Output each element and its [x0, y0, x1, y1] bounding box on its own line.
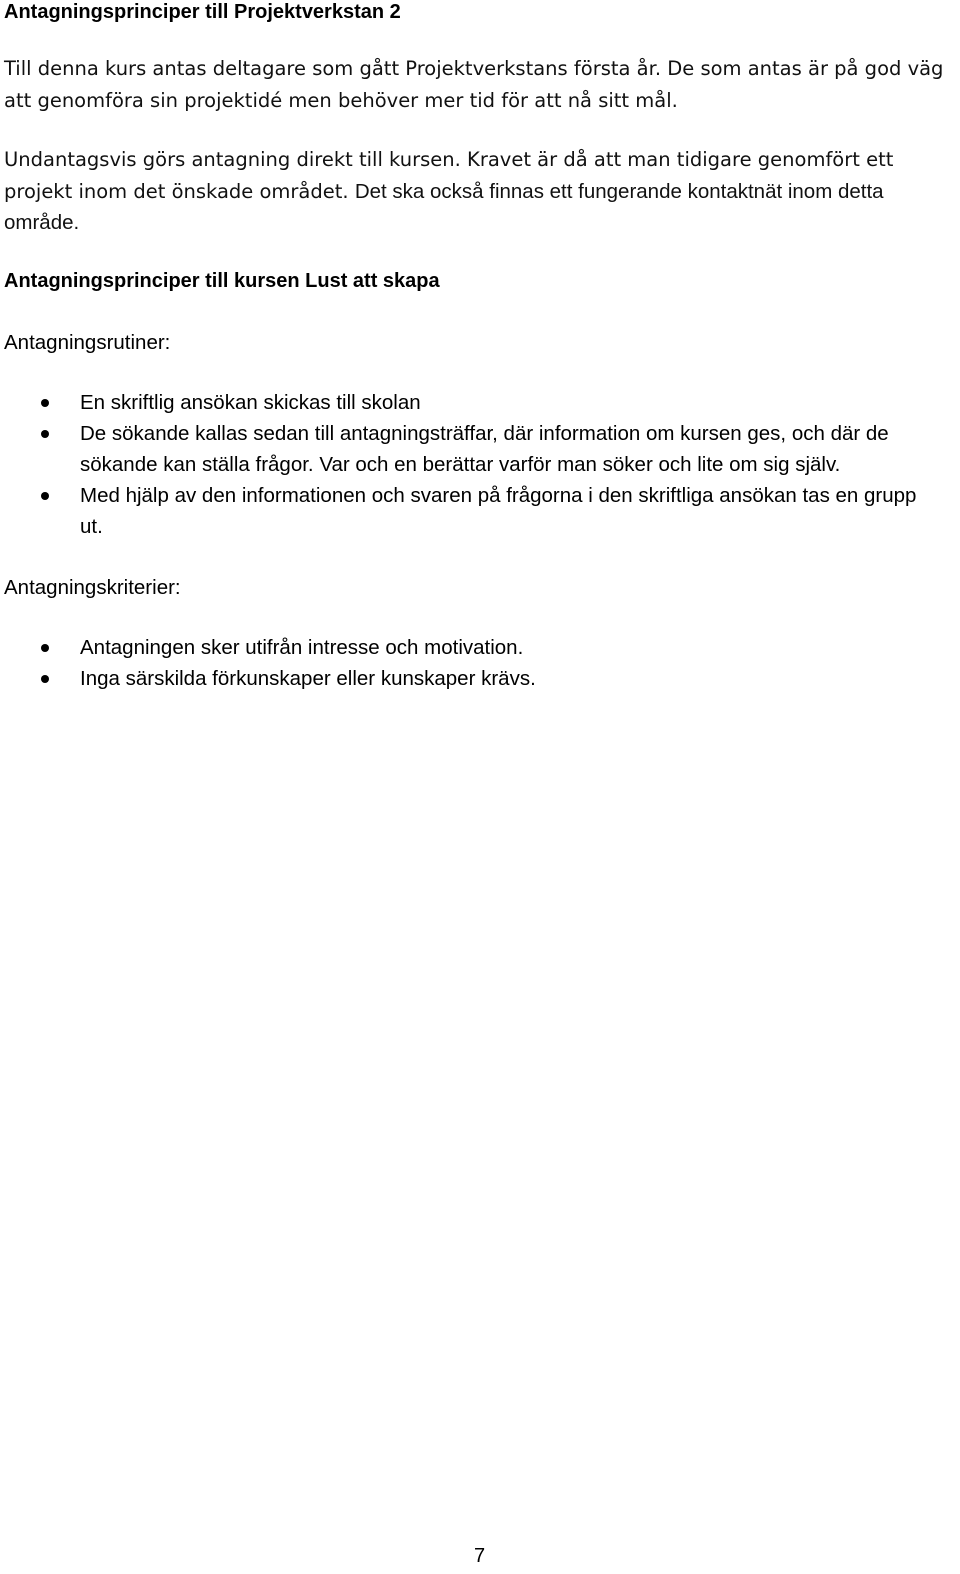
list-item: Med hjälp av den informationen och svaren på frågorna i den skriftliga ansökan tas en grupp ut. — [4, 480, 954, 542]
bullet-icon — [41, 399, 49, 407]
paragraph-exceptions-part2: Det ska också finnas ett fungerande kontaktnät inom detta område. — [4, 179, 884, 234]
bullet-icon — [41, 644, 49, 652]
bullet-icon — [41, 492, 49, 500]
routines-label: Antagningsrutiner: — [4, 330, 171, 354]
criteria-list — [4, 632, 954, 694]
document-page — [4, 0, 954, 694]
criteria-label: Antagningskriterier: — [4, 575, 181, 599]
paragraph-intro: Till denna kurs antas deltagare som gått Projektverkstans första år. De som antas är på god väg att genomföra sin projektidé men behöver mer tid för att nå sitt mål. — [4, 57, 944, 112]
list-item: De sökande kallas sedan till antagningsträffar, där information om kursen ges, och där de sökande kan ställa frågor. Var och en berättar varför man söker och lite om sig själv. — [4, 418, 954, 480]
list-item: Antagningen sker utifrån intresse och motivation. — [4, 632, 954, 663]
section-heading-projektverkstan: Antagningsprinciper till Projektverkstan 2 — [4, 1, 401, 23]
paragraph-exceptions — [4, 144, 949, 239]
paragraph-exceptions-part1: Undantagsvis görs antagning direkt till kursen. Kravet är då att man tidigare genomfört ett projekt inom det önskade området. — [4, 148, 894, 203]
list-item: Inga särskilda förkunskaper eller kunskaper krävs. — [4, 663, 954, 694]
section-heading-lust-att-skapa: Antagningsprinciper till kursen Lust att skapa — [4, 269, 440, 292]
list-item: En skriftlig ansökan skickas till skolan — [4, 387, 954, 418]
routines-list — [4, 387, 954, 543]
page-number: 7 — [474, 1545, 486, 1567]
bullet-icon — [41, 430, 49, 438]
bullet-icon — [41, 675, 49, 683]
